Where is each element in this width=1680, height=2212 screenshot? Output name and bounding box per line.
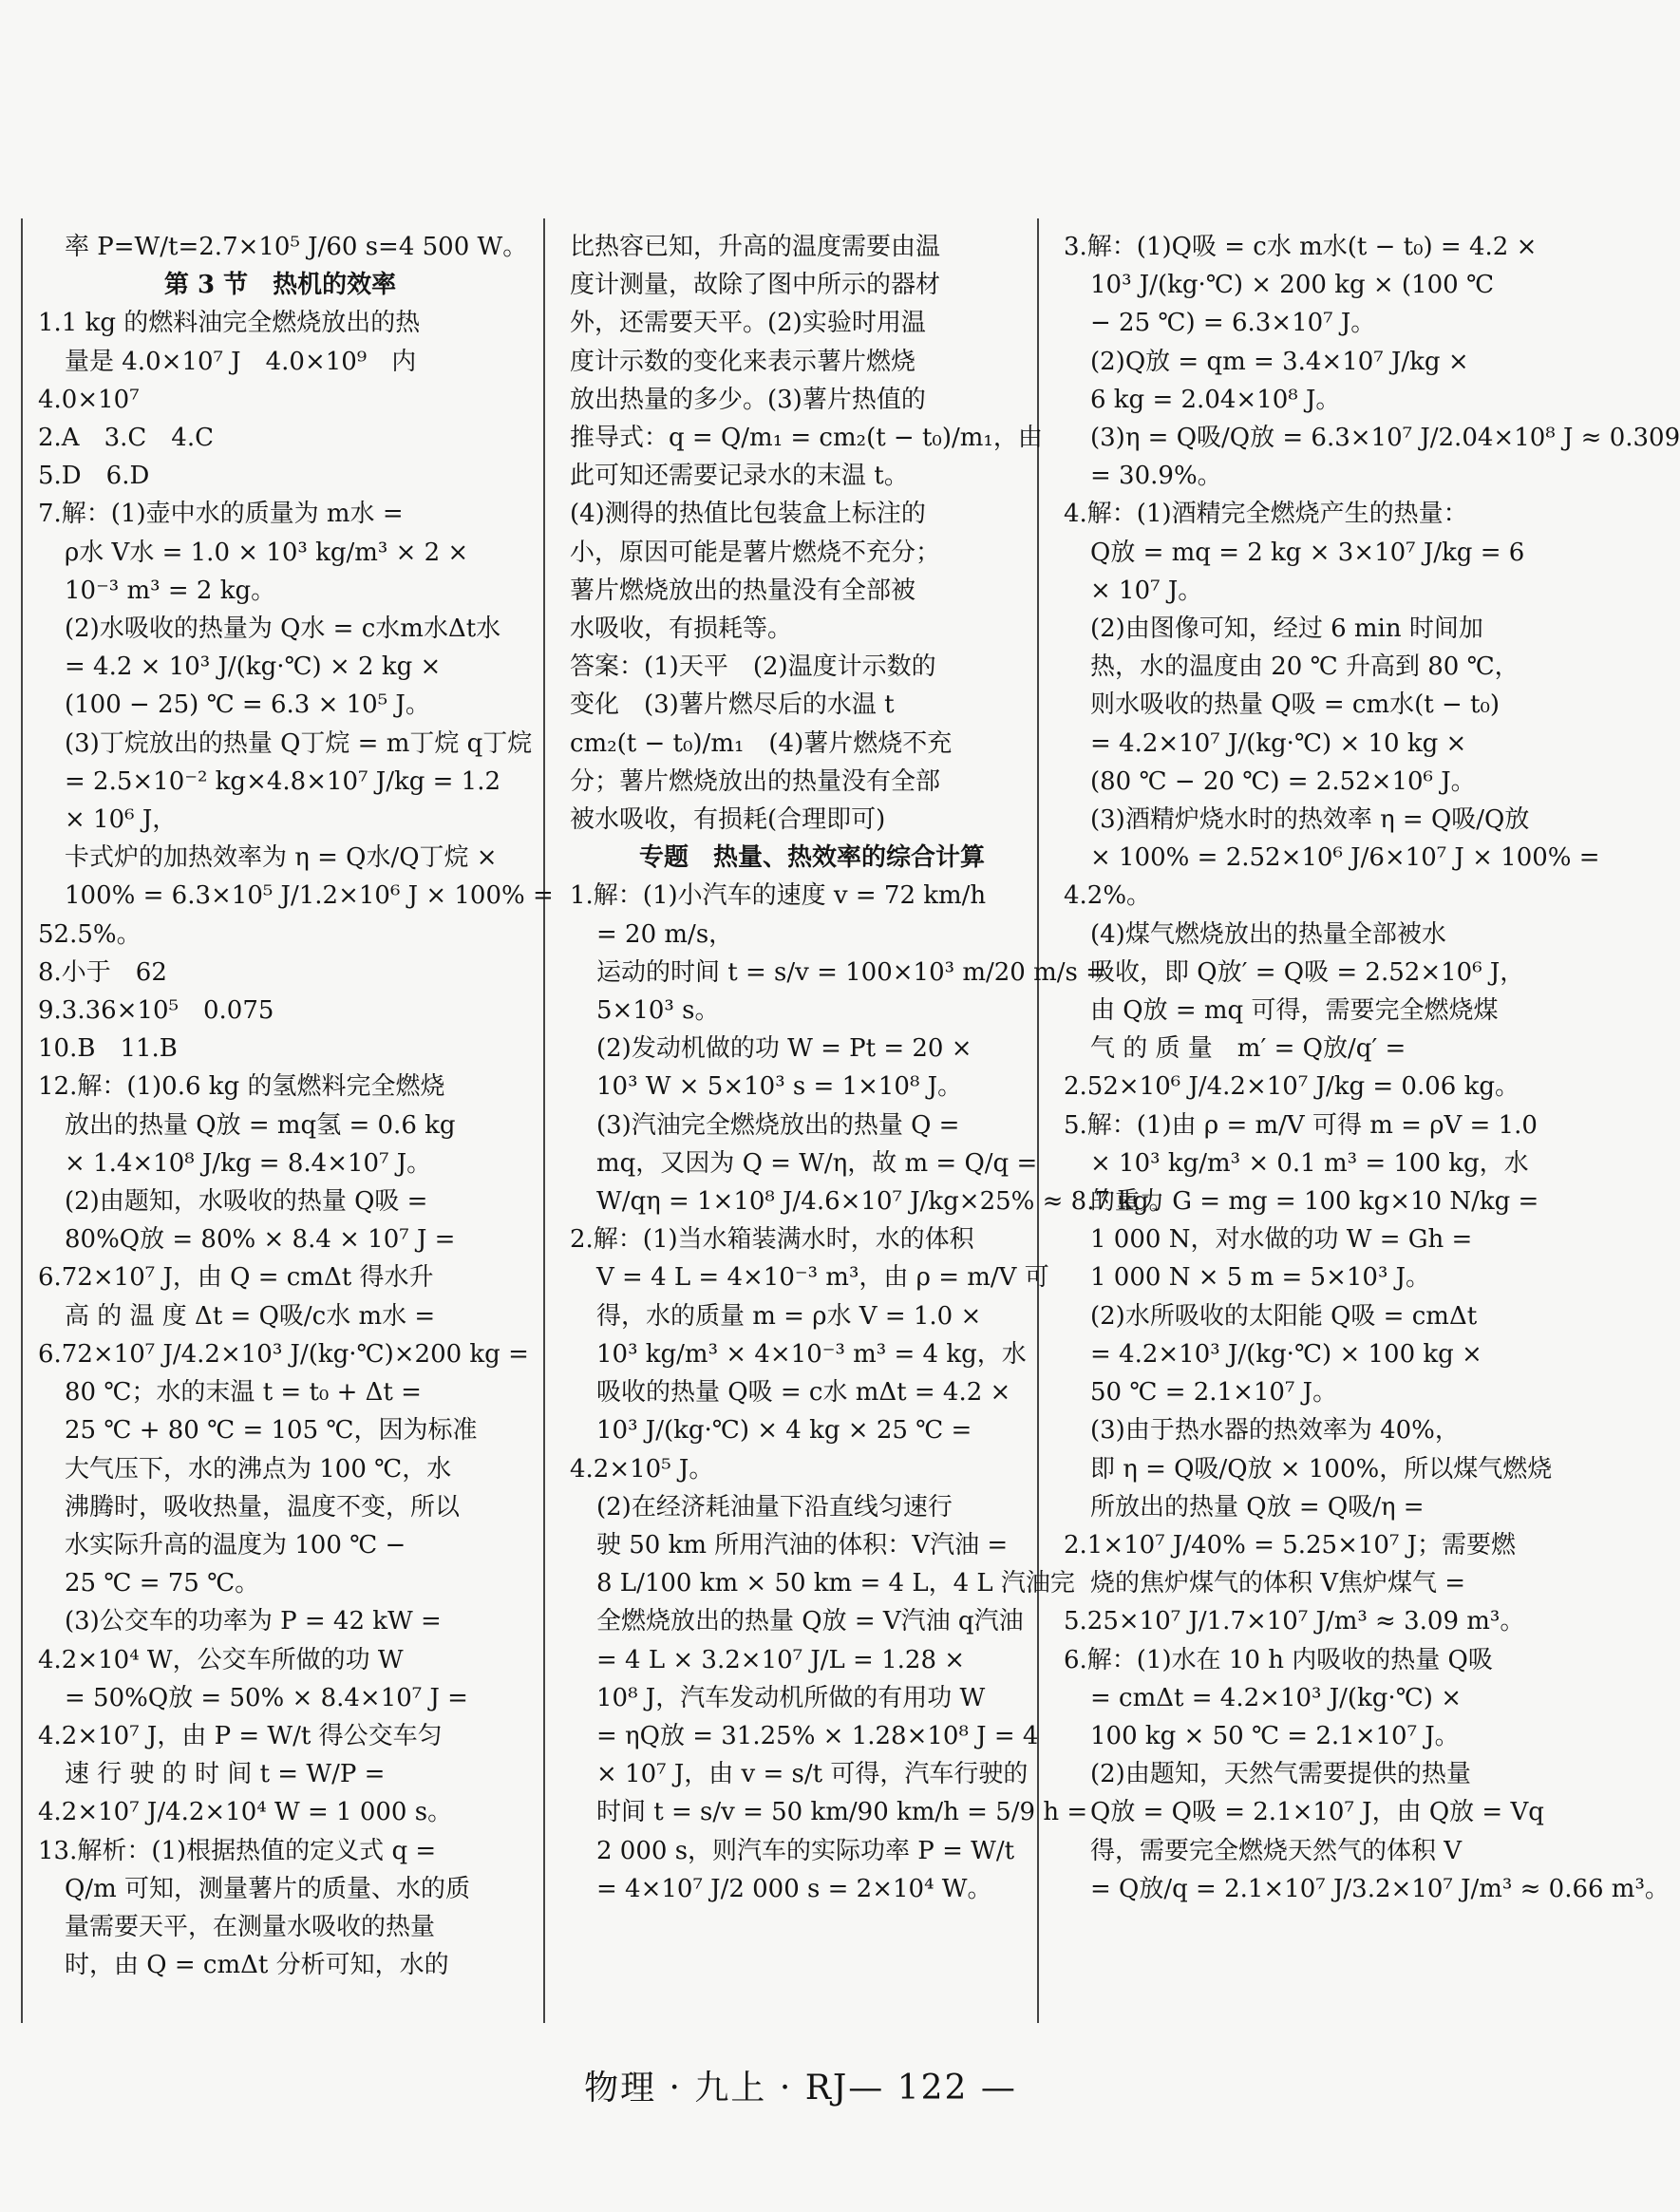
- text-line: 6 kg = 2.04×10⁸ J。: [1090, 385, 1341, 414]
- text-line: 运动的时间 t = s/v = 100×10³ m/20 m/s =: [596, 957, 1106, 987]
- text-line: 2.A 3.C 4.C: [38, 424, 214, 453]
- text-line: V = 4 L = 4×10⁻³ m³，由 ρ = m/V 可: [596, 1263, 1049, 1293]
- text-line: (2)水吸收的热量为 Q水 = c水m水Δt水: [65, 614, 501, 644]
- text-line: (2)Q放 = qm = 3.4×10⁷ J/kg ×: [1090, 347, 1469, 376]
- text-line: 率 P=W/t=2.7×10⁵ J/60 s=4 500 W。: [65, 233, 528, 261]
- text-line: 7.解：(1)壶中水的质量为 m水 =: [38, 500, 404, 529]
- text-line: 气 的 质 量 m′ = Q放/q′ =: [1090, 1034, 1406, 1064]
- text-line: 4.2×10⁷ J，由 P = W/t 得公交车匀: [38, 1721, 443, 1750]
- text-line: 52.5%。: [38, 919, 142, 949]
- text-line: (3)公交车的功率为 P = 42 kW =: [65, 1607, 442, 1636]
- text-line: 被水吸收，有损耗(合理即可): [570, 805, 886, 835]
- text-line: 2 000 s，则汽车的实际功率 P = W/t: [596, 1836, 1015, 1865]
- text-line: Q/m 可知，测量薯片的质量、水的质: [65, 1874, 470, 1903]
- text-line: 4.2×10⁵ J。: [570, 1454, 714, 1484]
- text-line: 2.解：(1)当水箱装满水时，水的体积: [570, 1225, 974, 1255]
- text-line: 度计示数的变化来表示薯片燃烧: [570, 347, 916, 376]
- text-line: = 20 m/s，: [596, 919, 734, 949]
- column-divider-1: [543, 218, 545, 2023]
- text-line: 小，原因可能是薯片燃烧不充分；: [570, 538, 941, 567]
- text-line: 10³ J/(kg·℃) × 200 kg × (100 ℃: [1090, 271, 1495, 300]
- text-line: 薯片燃烧放出的热量没有全部被: [570, 576, 916, 605]
- text-line: 12.解：(1)0.6 kg 的氢燃料完全燃烧: [38, 1072, 445, 1102]
- text-line: 9.3.36×10⁵ 0.075: [38, 996, 274, 1026]
- text-line: (80 ℃ − 20 ℃) = 2.52×10⁶ J。: [1090, 766, 1476, 796]
- text-line: 1 000 N × 5 m = 5×10³ J。: [1090, 1263, 1431, 1293]
- column-right: [1064, 228, 1680, 1908]
- text-line: 5.解：(1)由 ρ = m/V 可得 m = ρV = 1.0: [1064, 1110, 1538, 1140]
- text-line: (3)丁烷放出的热量 Q丁烷 = m丁烷 q丁烷: [65, 728, 533, 758]
- text-line: (4)测得的热值比包装盒上标注的: [570, 500, 926, 529]
- text-line: 6.72×10⁷ J，由 Q = cmΔt 得水升: [38, 1263, 434, 1293]
- text-line: 沸腾时，吸收热量，温度不变，所以: [65, 1492, 461, 1522]
- text-line: 第 3 节 热机的效率: [163, 271, 397, 300]
- text-line: 4.解：(1)酒精完全燃烧产生的热量：: [1064, 500, 1468, 529]
- text-line: = 4.2×10³ J/(kg·℃) × 100 kg ×: [1090, 1339, 1482, 1369]
- text-line: 8.小于 62: [38, 957, 167, 987]
- text-line: 4.2×10⁷ J/4.2×10⁴ W = 1 000 s。: [38, 1798, 453, 1827]
- text-line: 量是 4.0×10⁷ J 4.0×10⁹ 内: [65, 347, 417, 376]
- text-line: 则水吸收的热量 Q吸 = cm水(t − t₀): [1090, 690, 1501, 720]
- text-line: ρ水 V水 = 1.0 × 10³ kg/m³ × 2 ×: [65, 538, 469, 567]
- text-line: 放出热量的多少。(3)薯片热值的: [570, 385, 926, 414]
- text-line: (2)由题知，天然气需要提供的热量: [1090, 1760, 1471, 1789]
- text-line: (2)发动机做的功 W = Pt = 20 ×: [596, 1034, 972, 1064]
- text-line: 5.25×10⁷ J/1.7×10⁷ J/m³ ≈ 3.09 m³。: [1064, 1607, 1525, 1636]
- text-line: (2)在经济耗油量下沿直线匀速行: [596, 1492, 953, 1522]
- text-line: 13.解析：(1)根据热值的定义式 q =: [38, 1836, 437, 1865]
- text-line: × 10⁷ J。: [1090, 576, 1203, 605]
- text-line: Q放 = Q吸 = 2.1×10⁷ J，由 Q放 = Vq: [1090, 1798, 1544, 1827]
- text-line: × 10⁶ J，: [65, 805, 178, 835]
- text-line: × 100% = 2.52×10⁶ J/6×10⁷ J × 100% =: [1090, 843, 1600, 873]
- text-line: 答案：(1)天平 (2)温度计示数的: [570, 652, 936, 682]
- text-line: = Q放/q = 2.1×10⁷ J/3.2×10⁷ J/m³ ≈ 0.66 m³。: [1090, 1874, 1670, 1903]
- text-line: (2)水所吸收的太阳能 Q吸 = cmΔt: [1090, 1301, 1478, 1331]
- text-line: 高 的 温 度 Δt = Q吸/c水 m水 =: [65, 1301, 436, 1331]
- text-line: (3)由于热水器的热效率为 40%，: [1090, 1416, 1460, 1446]
- text-line: 此可知还需要记录水的末温 t。: [570, 462, 909, 491]
- text-line: − 25 ℃) = 6.3×10⁷ J。: [1090, 309, 1376, 338]
- text-line: 100 kg × 50 ℃ = 2.1×10⁷ J。: [1090, 1721, 1460, 1750]
- text-line: 6.解：(1)水在 10 h 内吸收的热量 Q吸: [1064, 1645, 1493, 1674]
- text-line: 8 L/100 km × 50 km = 4 L，4 L 汽油完: [596, 1569, 1075, 1598]
- text-line: × 1.4×10⁸ J/kg = 8.4×10⁷ J。: [65, 1148, 432, 1178]
- text-line: 推导式：q = Q/m₁ = cm₂(t − t₀)/m₁，由: [570, 424, 1043, 453]
- text-line: 10³ W × 5×10³ s = 1×10⁸ J。: [596, 1072, 963, 1102]
- text-line: Q放 = mq = 2 kg × 3×10⁷ J/kg = 6: [1090, 538, 1525, 567]
- text-line: = cmΔt = 4.2×10³ J/(kg·℃) ×: [1090, 1683, 1462, 1712]
- text-line: W/qη = 1×10⁸ J/4.6×10⁷ J/kg×25% ≈ 8.7 kg。: [596, 1187, 1174, 1217]
- text-line: 时，由 Q = cmΔt 分析可知，水的: [65, 1951, 449, 1980]
- column-left: [38, 228, 554, 1984]
- text-line: cm₂(t − t₀)/m₁ (4)薯片燃烧不充: [570, 728, 953, 758]
- text-line: 水实际升高的温度为 100 ℃ −: [65, 1530, 406, 1560]
- text-line: 时间 t = s/v = 50 km/90 km/h = 5/9 h =: [596, 1798, 1088, 1827]
- text-line: 大气压下，水的沸点为 100 ℃，水: [65, 1454, 452, 1484]
- text-line: 10⁸ J，汽车发动机所做的有用功 W: [596, 1683, 986, 1712]
- text-line: 1 000 N，对水做的功 W = Gh =: [1090, 1225, 1473, 1255]
- text-line: 6.72×10⁷ J/4.2×10³ J/(kg·℃)×200 kg =: [38, 1339, 529, 1369]
- text-line: = 4×10⁷ J/2 000 s = 2×10⁴ W。: [596, 1874, 992, 1903]
- left-margin-line: [21, 218, 23, 2023]
- text-line: = 4 L × 3.2×10⁷ J/L = 1.28 ×: [596, 1645, 966, 1674]
- page-footer: 物理 · 九上 · RJ— 122 —: [584, 2069, 1017, 2108]
- text-line: 3.解：(1)Q吸 = c水 m水(t − t₀) = 4.2 ×: [1064, 233, 1538, 261]
- text-line: 吸收，即 Q放′ = Q吸 = 2.52×10⁶ J，: [1090, 957, 1525, 987]
- text-line: = 2.5×10⁻² kg×4.8×10⁷ J/kg = 1.2: [65, 766, 501, 796]
- text-line: (100 − 25) ℃ = 6.3 × 10⁵ J。: [65, 690, 430, 720]
- text-line: (3)酒精炉烧水时的热效率 η = Q吸/Q放: [1090, 805, 1530, 835]
- text-line: 得，需要完全燃烧天然气的体积 V: [1090, 1836, 1463, 1865]
- text-line: mq，又因为 Q = W/η，故 m = Q/q =: [596, 1148, 1038, 1178]
- text-line: 80 ℃；水的末温 t = t₀ + Δt =: [65, 1378, 422, 1408]
- text-line: = 4.2×10⁷ J/(kg·℃) × 10 kg ×: [1090, 728, 1467, 758]
- text-line: 所放出的热量 Q放 = Q吸/η =: [1090, 1492, 1425, 1522]
- text-line: 热，水的温度由 20 ℃ 升高到 80 ℃，: [1090, 652, 1520, 682]
- text-line: = 4.2 × 10³ J/(kg·℃) × 2 kg ×: [65, 652, 442, 682]
- text-line: 专题 热量、热效率的综合计算: [638, 843, 985, 873]
- text-line: 80%Q放 = 80% × 8.4 × 10⁷ J =: [65, 1225, 456, 1255]
- text-line: = 50%Q放 = 50% × 8.4×10⁷ J =: [65, 1683, 468, 1712]
- text-line: 卡式炉的加热效率为 η = Q水/Q丁烷 ×: [65, 843, 498, 873]
- text-line: (2)由图像可知，经过 6 min 时间加: [1090, 614, 1483, 644]
- text-line: 速 行 驶 的 时 间 t = W/P =: [65, 1760, 386, 1789]
- text-line: 10.B 11.B: [38, 1034, 178, 1064]
- text-line: 分；薯片燃烧放出的热量没有全部: [570, 766, 941, 796]
- text-line: 10³ J/(kg·℃) × 4 kg × 25 ℃ =: [596, 1416, 972, 1446]
- text-line: 2.1×10⁷ J/40% = 5.25×10⁷ J；需要燃: [1064, 1530, 1517, 1560]
- text-line: 烧的焦炉煤气的体积 V焦炉煤气 =: [1090, 1569, 1466, 1598]
- text-line: 变化 (3)薯片燃尽后的水温 t: [570, 690, 895, 720]
- text-line: 的重力 G = mg = 100 kg×10 N/kg =: [1090, 1187, 1539, 1217]
- text-line: 外，还需要天平。(2)实验时用温: [570, 309, 926, 338]
- text-line: (4)煤气燃烧放出的热量全部被水: [1090, 919, 1446, 949]
- text-line: (3)汽油完全燃烧放出的热量 Q =: [596, 1110, 960, 1140]
- text-line: (3)η = Q吸/Q放 = 6.3×10⁷ J/2.04×10⁸ J ≈ 0.309: [1090, 424, 1680, 453]
- text-line: 放出的热量 Q放 = mq氢 = 0.6 kg: [65, 1110, 456, 1140]
- text-line: 10³ kg/m³ × 4×10⁻³ m³ = 4 kg，水: [596, 1339, 1027, 1369]
- text-line: = ηQ放 = 31.25% × 1.28×10⁸ J = 4: [596, 1721, 1039, 1750]
- text-line: (2)由题知，水吸收的热量 Q吸 =: [65, 1187, 428, 1217]
- text-line: 水吸收，有损耗等。: [570, 614, 793, 644]
- text-line: 1.1 kg 的燃料油完全燃烧放出的热: [38, 309, 421, 338]
- text-line: 得，水的质量 m = ρ水 V = 1.0 ×: [596, 1301, 982, 1331]
- text-line: 由 Q放 = mq 可得，需要完全燃烧煤: [1090, 996, 1499, 1026]
- text-line: 驶 50 km 所用汽油的体积：V汽油 =: [596, 1530, 1009, 1560]
- text-line: 50 ℃ = 2.1×10⁷ J。: [1090, 1378, 1338, 1408]
- text-line: 10⁻³ m³ = 2 kg。: [65, 576, 276, 605]
- text-line: 25 ℃ = 75 ℃。: [65, 1569, 260, 1598]
- text-line: 吸收的热量 Q吸 = c水 mΔt = 4.2 ×: [596, 1378, 1011, 1408]
- text-line: 2.52×10⁶ J/4.2×10⁷ J/kg = 0.06 kg。: [1064, 1072, 1520, 1102]
- text-line: 4.2×10⁴ W，公交车所做的功 W: [38, 1645, 404, 1674]
- text-line: 即 η = Q吸/Q放 × 100%，所以煤气燃烧: [1090, 1454, 1553, 1484]
- text-line: 度计测量，故除了图中所示的器材: [570, 271, 941, 300]
- text-line: 5×10³ s。: [596, 996, 720, 1026]
- text-line: 4.2%。: [1064, 881, 1152, 911]
- text-line: 量需要天平，在测量水吸收的热量: [65, 1912, 436, 1941]
- text-line: × 10³ kg/m³ × 0.1 m³ = 100 kg，水: [1090, 1148, 1529, 1178]
- text-line: 比热容已知，升高的温度需要由温: [570, 233, 941, 261]
- text-line: × 10⁷ J，由 v = s/t 可得，汽车行驶的: [596, 1760, 1029, 1789]
- text-line: 1.解：(1)小汽车的速度 v = 72 km/h: [570, 881, 987, 911]
- text-line: 100% = 6.3×10⁵ J/1.2×10⁶ J × 100% =: [65, 881, 554, 911]
- text-line: 全燃烧放出的热量 Q放 = V汽油 q汽油: [596, 1607, 1024, 1636]
- text-line: 25 ℃ + 80 ℃ = 105 ℃，因为标准: [65, 1416, 478, 1446]
- text-line: 4.0×10⁷: [38, 385, 140, 414]
- text-line: = 30.9%。: [1090, 462, 1222, 491]
- text-line: 5.D 6.D: [38, 462, 150, 491]
